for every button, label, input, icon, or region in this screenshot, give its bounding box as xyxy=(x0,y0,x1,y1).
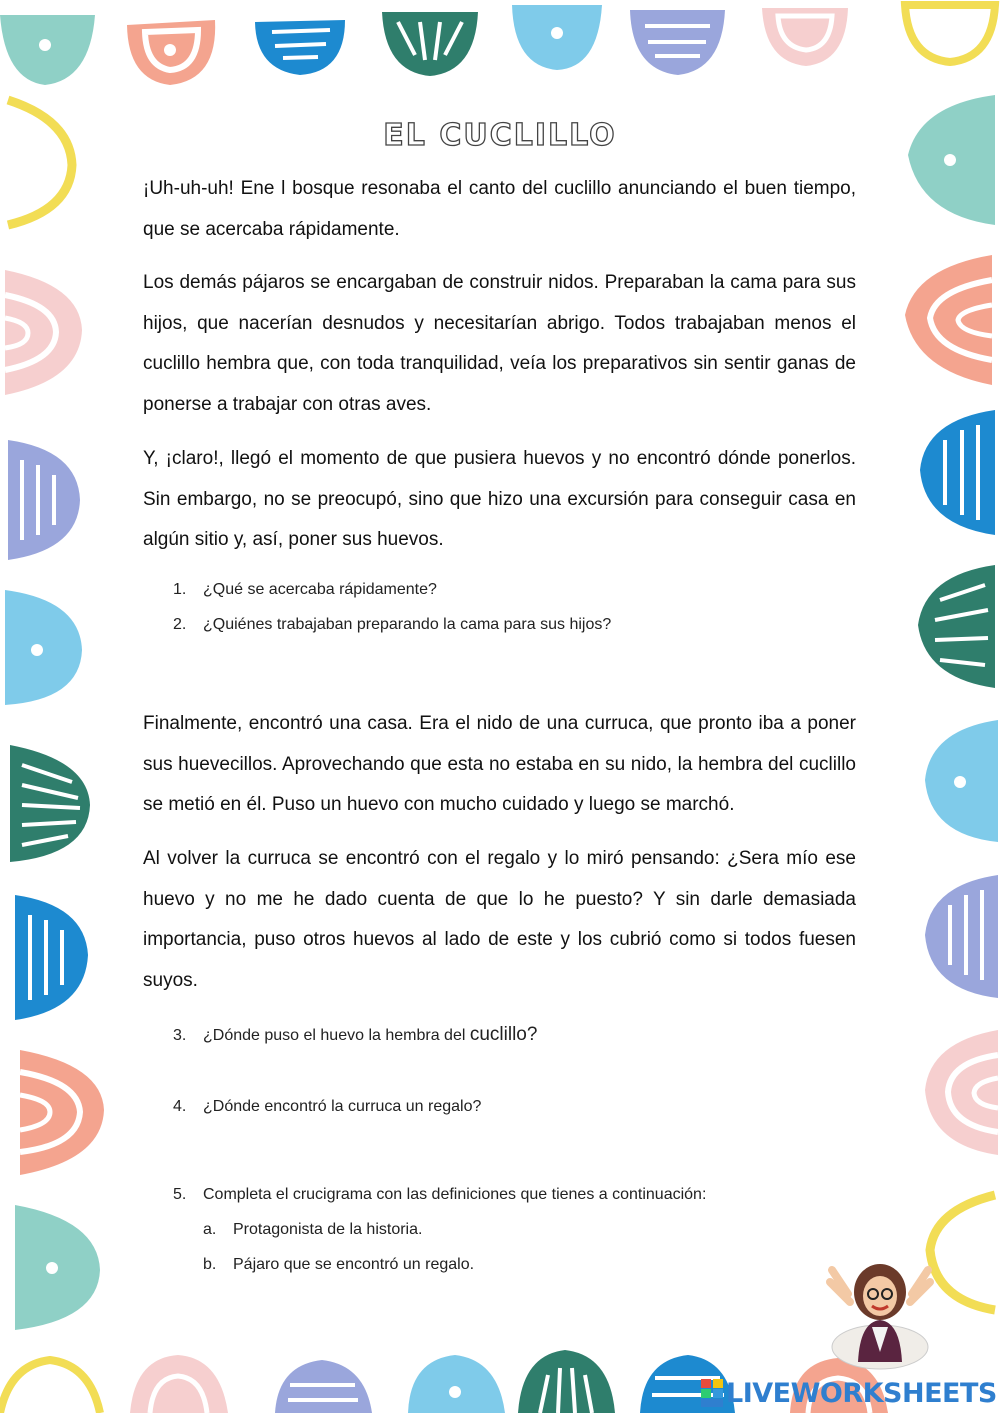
clue-letter: b. xyxy=(203,1256,217,1273)
story-paragraph-2: Los demás pájaros se encargaban de construir nidos. Preparaban la cama para sus hijos, que nacerían desnudos y necesitarían abrigo. Todos trabajaban menos el cuclillo hembra que, con toda tranquilidad, veía los preparativos sin sentir ganas de ponerse a trabajar con otras aves. xyxy=(143,272,856,415)
question-number: 5. xyxy=(173,1186,187,1203)
border-shape-yellow-bottom xyxy=(0,1360,100,1413)
question-text: ¿Qué se acercaba rápidamente? xyxy=(203,581,437,598)
question-text: ¿Quiénes trabajaban preparando la cama para sus hijos? xyxy=(203,616,612,633)
border-shape-yellow-top xyxy=(905,5,995,62)
question-text-emphasis: cuclillo? xyxy=(469,1024,538,1045)
border-shape-teal-top xyxy=(0,15,95,85)
question-number: 2. xyxy=(173,616,187,633)
border-shape-teal-right xyxy=(908,95,995,225)
question-5 xyxy=(173,1186,706,1204)
question-2 xyxy=(173,616,611,634)
teacher-avatar-illustration xyxy=(820,1252,940,1372)
question-number: 4. xyxy=(173,1098,187,1115)
question-4 xyxy=(173,1098,481,1116)
border-shape-sky-right xyxy=(925,720,998,842)
border-shape-blue-left xyxy=(15,895,88,1020)
border-shape-sky-top xyxy=(512,5,602,70)
border-shape-salmon-top xyxy=(127,20,215,85)
story-paragraph-4: Finalmente, encontró una casa. Era el nido de una curruca, que pronto iba a poner sus huevecillos. Aprovechando que esta no estaba en su nido, la hembra del cuclillo se metió en él. Puso un huevo con mucho cuidado y luego se marchó. xyxy=(143,713,856,815)
border-shape-pink-top xyxy=(762,8,848,66)
border-shape-lavender-top xyxy=(630,10,725,75)
question-text: ¿Dónde encontró la curruca un regalo? xyxy=(203,1098,482,1115)
crossword-clue-a xyxy=(203,1221,422,1239)
clue-text: Pájaro que se encontró un regalo. xyxy=(233,1256,475,1273)
border-shape-salmon-right xyxy=(905,255,992,385)
border-shape-sky-bottom xyxy=(408,1355,505,1413)
border-shape-blue-top xyxy=(255,20,345,75)
border-shape-salmon-left xyxy=(20,1050,104,1175)
story-paragraph-5: Al volver la curruca se encontró con el regalo y lo miró pensando: ¿Sera mío ese huevo y no me he dado cuenta de que lo he puesto? Y sin darle demasiada importancia, puso otros huevos al lado de este y los cubrió como si todos fuesen suyos. xyxy=(143,848,856,991)
border-shape-pink-right xyxy=(925,1030,998,1155)
question-3 xyxy=(173,1024,537,1046)
question-1 xyxy=(173,581,437,599)
clue-text: Protagonista de la historia. xyxy=(233,1221,423,1238)
liveworksheets-logo xyxy=(700,1376,997,1410)
worksheet-title: EL CUCLILLO xyxy=(383,118,617,153)
border-shape-green-left xyxy=(10,745,90,862)
border-shape-green-right xyxy=(918,565,995,688)
border-shape-blue-right xyxy=(920,410,995,535)
border-shape-pink-bottom xyxy=(130,1355,228,1413)
question-text: Completa el crucigrama con las definiciones que tienes a continuación: xyxy=(203,1186,707,1203)
logo-text: LIVEWORKSHEETS xyxy=(726,1377,997,1409)
border-shape-lavender-bottom xyxy=(275,1360,372,1413)
story-paragraph-3: Y, ¡claro!, llegó el momento de que pusiera huevos y no encontró dónde ponerlos. Sin embargo, no se preocupó, sino que hizo una excursión para conseguir casa en algún sitio y, así, poner sus huevos. xyxy=(143,448,856,550)
live-badge-icon xyxy=(700,1378,726,1408)
border-shape-lavender-left xyxy=(8,440,80,560)
border-shape-teal-left xyxy=(15,1205,100,1330)
question-number: 1. xyxy=(173,581,187,598)
crossword-clue-b xyxy=(203,1256,474,1274)
story-paragraph-1: ¡Uh-uh-uh! Ene l bosque resonaba el canto del cuclillo anunciando el buen tiempo, que se acercaba rápidamente. xyxy=(143,178,856,240)
clue-letter: a. xyxy=(203,1221,217,1238)
border-shape-sky-left xyxy=(5,590,82,705)
border-shape-green-bottom xyxy=(518,1350,615,1413)
question-text: ¿Dónde puso el huevo la hembra del xyxy=(203,1027,470,1044)
border-shape-pink-left xyxy=(5,270,82,395)
border-shape-lavender-right xyxy=(925,875,998,998)
border-shape-green-top xyxy=(382,12,478,76)
question-number: 3. xyxy=(173,1027,187,1044)
